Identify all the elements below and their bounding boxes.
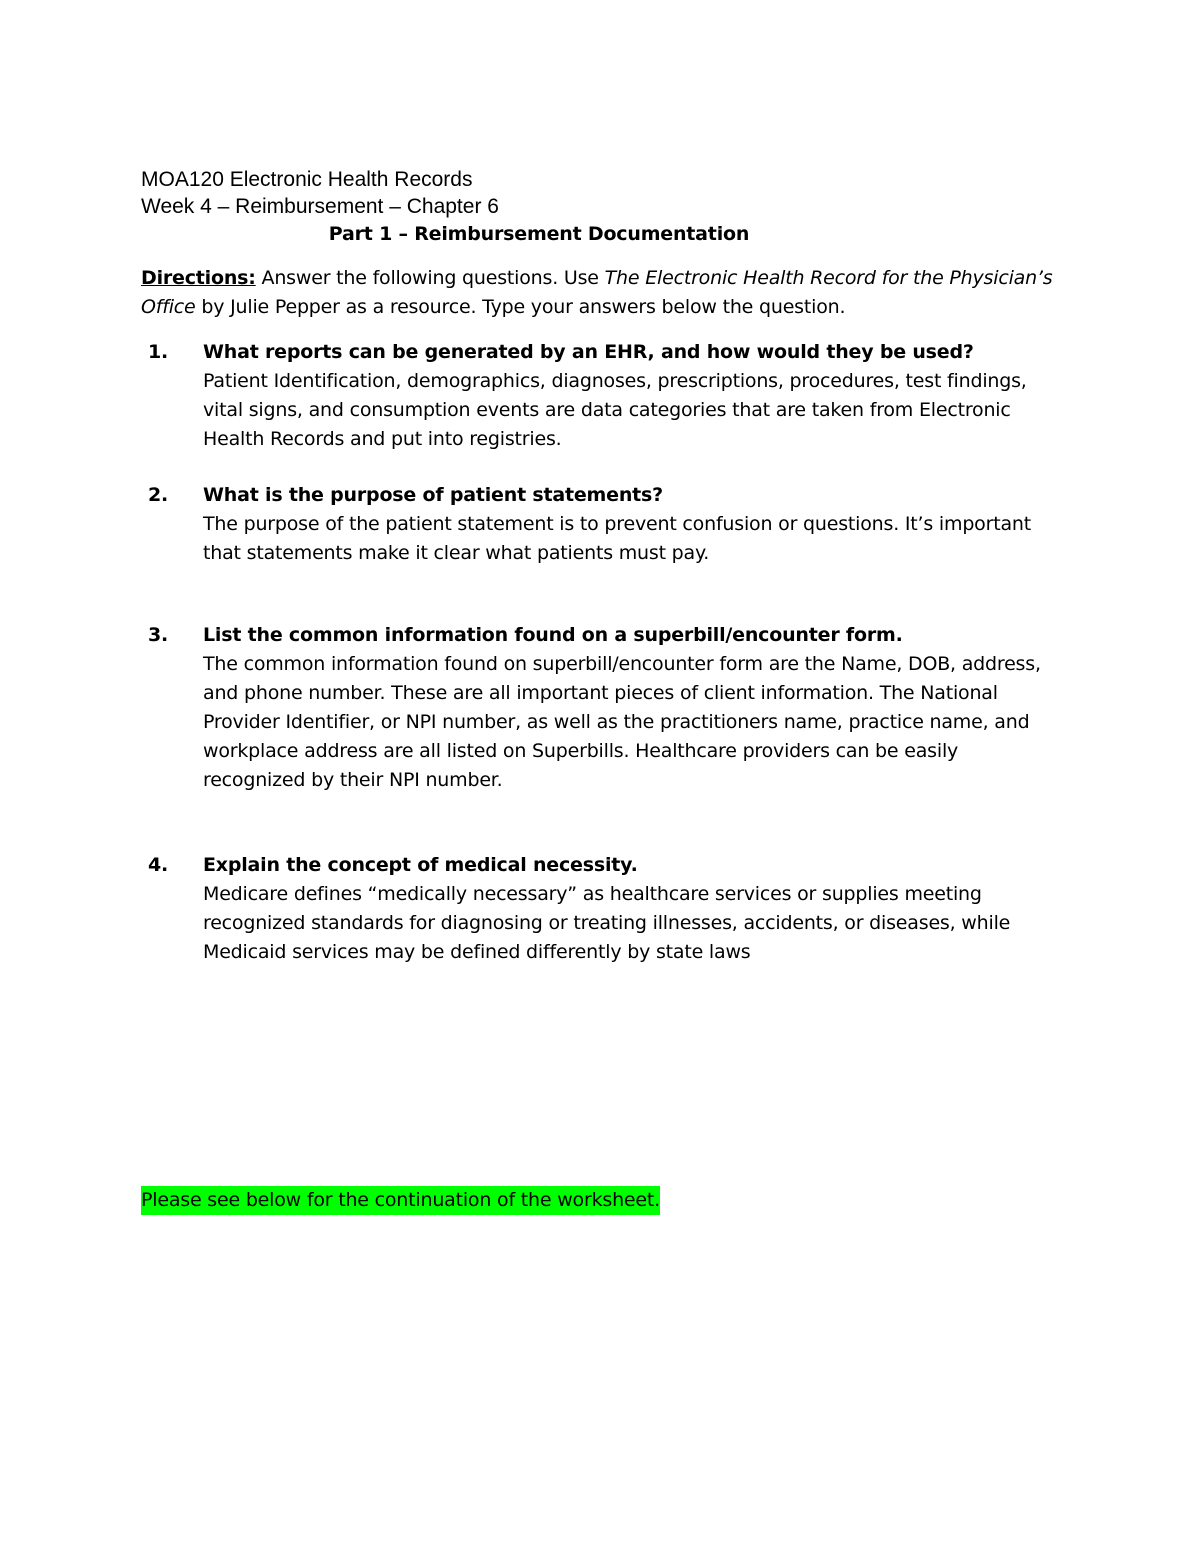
question-text: What is the purpose of patient statements? — [203, 484, 663, 506]
question-text: Explain the concept of medical necessity. — [203, 854, 638, 876]
week-title: Week 4 – Reimbursement – Chapter 6 — [141, 195, 499, 218]
answer-text: The purpose of the patient statement is to prevent confusion or questions. It’s important that statements make it clear what patients must pay. — [203, 513, 1031, 564]
book-title: The Electronic Health Record for the Physician’s Office — [141, 267, 1053, 318]
directions-text-1: Answer the following questions. Use — [255, 267, 605, 289]
continuation-note: Please see below for the continuation of the worksheet. — [141, 1186, 660, 1215]
question-number: 3. — [148, 624, 169, 646]
part-title: Part 1 – Reimbursement Documentation — [328, 223, 750, 245]
directions-paragraph — [141, 264, 1061, 322]
question-text: List the common information found on a superbill/encounter form. — [203, 624, 903, 646]
directions-text-2: by Julie Pepper as a resource. Type your answers below the question. — [195, 296, 846, 318]
course-title: MOA120 Electronic Health Records — [141, 168, 473, 191]
question-number: 1. — [148, 341, 169, 363]
question-number: 2. — [148, 484, 169, 506]
answer-text: The common information found on superbill/encounter form are the Name, DOB, address, and phone number. These are all important pieces of client information. The National Provider Identifier, or NPI number, as well as the practitioners name, practice name, and workplace address are all listed on Superbills. Healthcare providers can be easily recognized by their NPI number. — [203, 653, 1041, 791]
answer-text: Patient Identification, demographics, diagnoses, prescriptions, procedures, test findings, vital signs, and consumption events are data categories that are taken from Electronic Health Records and put into registries. — [203, 370, 1027, 450]
question-text: What reports can be generated by an EHR, and how would they be used? — [203, 341, 974, 363]
question-number: 4. — [148, 854, 169, 876]
answer-text: Medicare defines “medically necessary” as healthcare services or supplies meeting recognized standards for diagnosing or treating illnesses, accidents, or diseases, while Medicaid services may be defined differently by state laws — [203, 883, 1011, 963]
directions-label: Directions: — [141, 267, 256, 289]
document-header — [141, 166, 1061, 249]
